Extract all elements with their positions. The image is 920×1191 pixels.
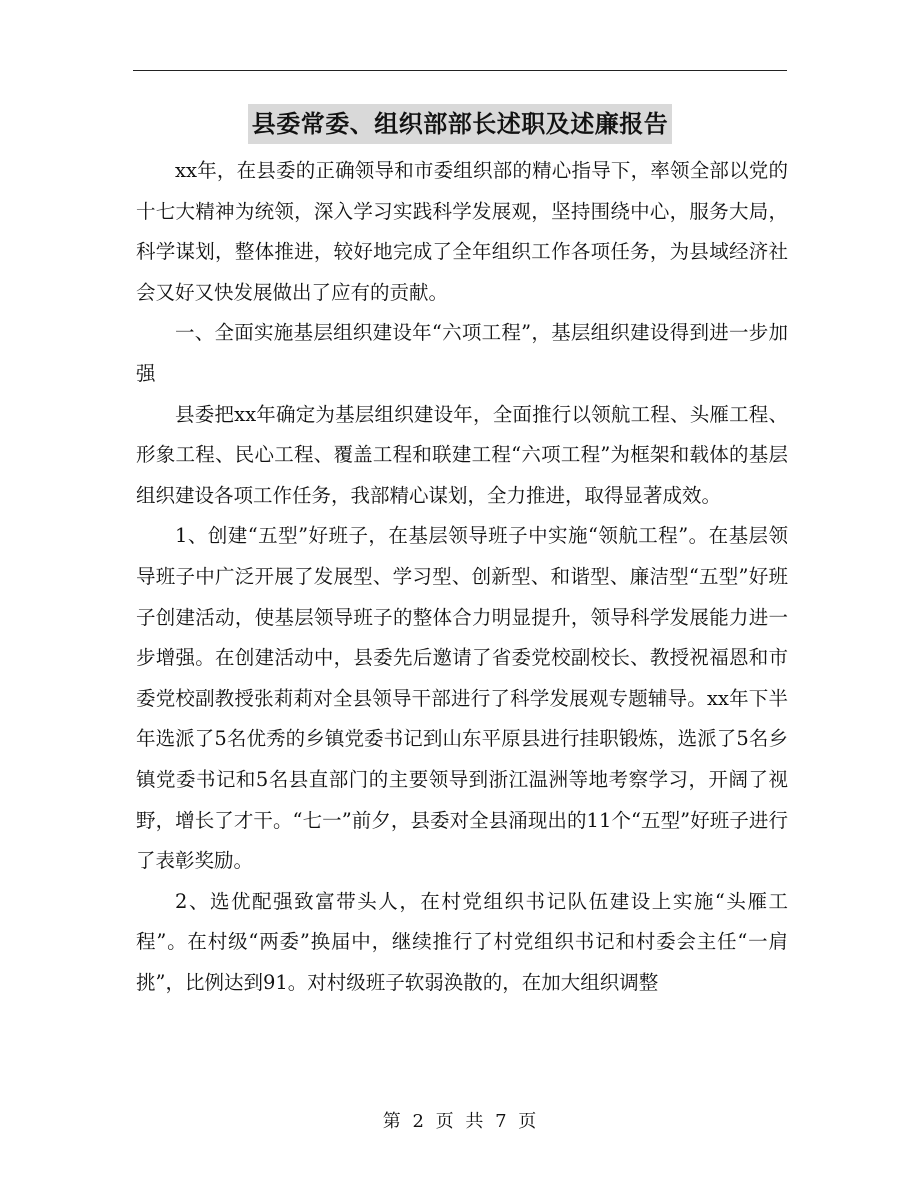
title-container <box>133 104 787 144</box>
paragraph-item-1: 1、创建“五型”好班子，在基层领导班子中实施“领航工程”。在基层领导班子中广泛开展了发展型、学习型、创新型、和谐型、廉洁型“五型”好班子创建活动，使基层领导班子的整体合力明显提升，领导科学发展能力进一步增强。在创建活动中，县委先后邀请了省委党校副校长、教授祝福恩和市委党校副教授张莉莉对全县领导干部进行了科学发展观专题辅导。xx年下半年选派了5名优秀的乡镇党委书记到山东平原县进行挂职锻炼，选派了5名乡镇党委书记和5名县直部门的主要领导到浙江温洲等地考察学习，开阔了视野，增长了才干。“七一”前夕，县委对全县涌现出的11个“五型”好班子进行了表彰奖励。 <box>136 524 788 873</box>
document-title: 县委常委、组织部部长述职及述廉报告 <box>248 104 673 144</box>
footer-current-page: 2 <box>412 1111 425 1132</box>
paragraph-section-1-intro: 县委把xx年确定为基层组织建设年，全面推行以领航工程、头雁工程、形象工程、民心工程、覆盖工程和联建工程“六项工程”为框架和载体的基层组织建设各项工作任务，我部精心谋划，全力推进，取得显著成效。 <box>136 402 788 507</box>
footer-total-prefix: 共 <box>465 1111 485 1132</box>
page-footer <box>0 1110 920 1134</box>
footer-total-pages: 7 <box>495 1111 508 1132</box>
header-rule <box>133 70 787 71</box>
document-body <box>136 151 788 1003</box>
footer-page-word: 页 <box>435 1111 455 1132</box>
paragraph-section-heading-1: 一、全面实施基层组织建设年“六项工程”，基层组织建设得到进一步加强 <box>136 321 788 385</box>
footer-page-word-2: 页 <box>518 1111 538 1132</box>
footer-prefix: 第 <box>382 1111 402 1132</box>
paragraph-item-2: 2、选优配强致富带头人，在村党组织书记队伍建设上实施“头雁工程”。在村级“两委”换届中，继续推行了村党组织书记和村委会主任“一肩挑”，比例达到91。对村级班子软弱涣散的，在加大组织调整 <box>136 889 788 994</box>
paragraph-intro: xx年，在县委的正确领导和市委组织部的精心指导下，率领全部以党的十七大精神为统领，深入学习实践科学发展观，坚持围绕中心，服务大局，科学谋划，整体推进，较好地完成了全年组织工作各项任务，为县域经济社会又好又快发展做出了应有的贡献。 <box>136 159 788 304</box>
